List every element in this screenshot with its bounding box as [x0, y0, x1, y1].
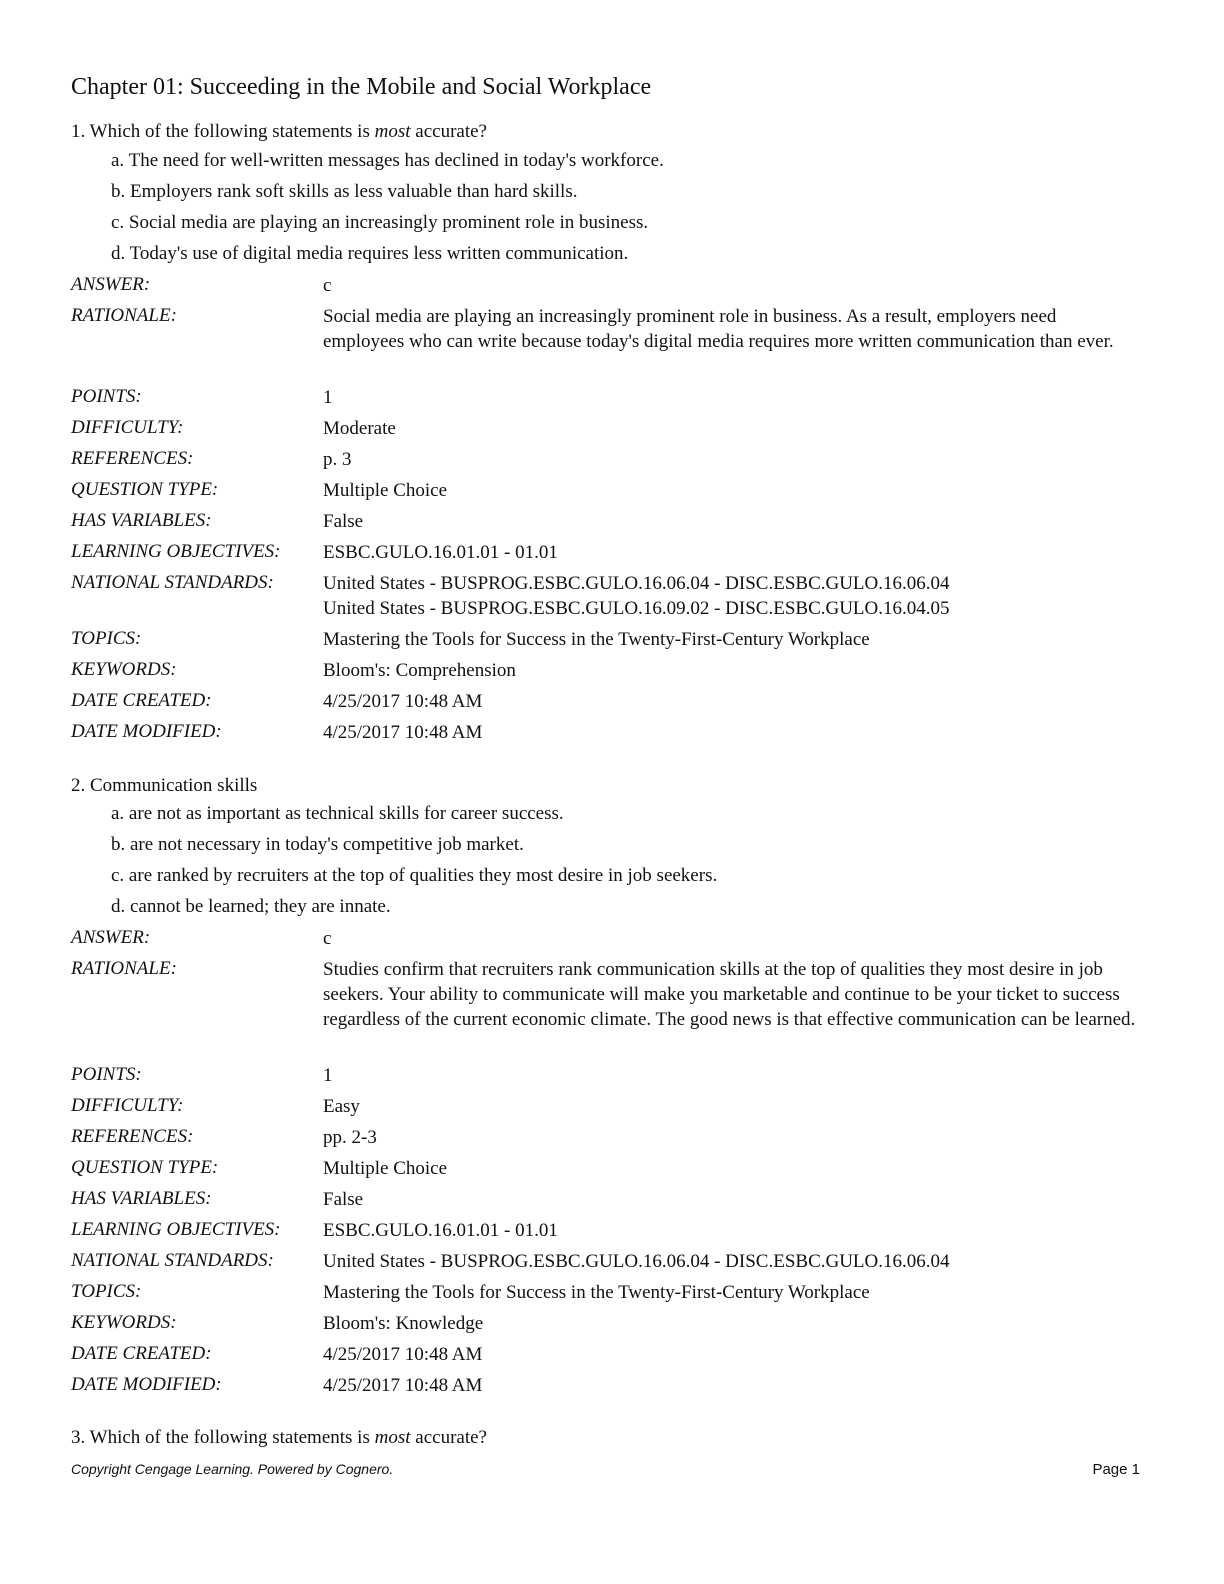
q1-date-created-label: DATE CREATED:: [71, 690, 212, 711]
q1-answer-value: c: [323, 275, 332, 296]
q2-national-standards-label: NATIONAL STANDARDS:: [71, 1250, 274, 1271]
question-2-stem: 2. Communication skills: [71, 775, 258, 796]
q1-answer-label: ANSWER:: [71, 274, 151, 295]
question-3-stem: [71, 1426, 487, 1450]
chapter-title: Chapter 01: Succeeding in the Mobile and Social Workplace: [71, 74, 652, 100]
q1-national-standard-2: United States - BUSPROG.ESBC.GULO.16.09.02 - DISC.ESBC.GULO.16.04.05: [323, 598, 950, 619]
q2-references-value: pp. 2-3: [323, 1127, 377, 1148]
q2-answer-value: c: [323, 928, 332, 949]
q2-rationale-label: RATIONALE:: [71, 958, 177, 979]
question-2-option-c: c. are ranked by recruiters at the top of qualities they most desire in job seekers.: [111, 865, 718, 886]
q1-topics-value: Mastering the Tools for Success in the Twenty-First-Century Workplace: [323, 629, 870, 650]
question-1-stem-post: accurate?: [410, 121, 487, 142]
q1-references-value: p. 3: [323, 449, 352, 470]
q1-learning-objectives-label: LEARNING OBJECTIVES:: [71, 541, 281, 562]
question-2-option-b: b. are not necessary in today's competitive job market.: [111, 834, 524, 855]
q2-date-modified-label: DATE MODIFIED:: [71, 1374, 222, 1395]
q1-date-modified-label: DATE MODIFIED:: [71, 721, 222, 742]
question-3-stem-post: accurate?: [410, 1427, 487, 1448]
q2-has-variables-label: HAS VARIABLES:: [71, 1188, 212, 1209]
question-2-option-a: a. are not as important as technical skills for career success.: [111, 803, 564, 824]
q1-difficulty-value: Moderate: [323, 418, 396, 439]
q2-topics-label: TOPICS:: [71, 1281, 142, 1302]
q2-date-created-value: 4/25/2017 10:48 AM: [323, 1344, 483, 1365]
question-1-option-b: b. Employers rank soft skills as less valuable than hard skills.: [111, 181, 578, 202]
q1-keywords-label: KEYWORDS:: [71, 659, 177, 680]
q2-has-variables-value: False: [323, 1189, 364, 1210]
q1-keywords-value: Bloom's: Comprehension: [323, 660, 516, 681]
q1-national-standard-1: United States - BUSPROG.ESBC.GULO.16.06.04 - DISC.ESBC.GULO.16.06.04: [323, 573, 950, 594]
q2-learning-objectives-label: LEARNING OBJECTIVES:: [71, 1219, 281, 1240]
q2-keywords-value: Bloom's: Knowledge: [323, 1313, 484, 1334]
q1-rationale-label: RATIONALE:: [71, 305, 177, 326]
q1-date-created-value: 4/25/2017 10:48 AM: [323, 691, 483, 712]
q1-national-standards-value: [323, 571, 1138, 621]
q2-question-type-value: Multiple Choice: [323, 1158, 448, 1179]
q1-references-label: REFERENCES:: [71, 448, 194, 469]
q2-points-label: POINTS:: [71, 1064, 142, 1085]
question-1-stem-emphasis: most: [374, 121, 411, 142]
q2-difficulty-value: Easy: [323, 1096, 360, 1117]
question-3-stem-emphasis: most: [374, 1427, 411, 1448]
q1-difficulty-label: DIFFICULTY:: [71, 417, 184, 438]
footer-copyright: Copyright Cengage Learning. Powered by Cognero.: [71, 1461, 394, 1477]
q2-national-standards-value: [323, 1249, 1138, 1274]
q2-national-standard-1: United States - BUSPROG.ESBC.GULO.16.06.04 - DISC.ESBC.GULO.16.06.04: [323, 1251, 950, 1272]
q2-answer-label: ANSWER:: [71, 927, 151, 948]
q2-date-modified-value: 4/25/2017 10:48 AM: [323, 1375, 483, 1396]
q2-learning-objectives-value: ESBC.GULO.16.01.01 - 01.01: [323, 1220, 558, 1241]
q1-question-type-label: QUESTION TYPE:: [71, 479, 219, 500]
q1-has-variables-label: HAS VARIABLES:: [71, 510, 212, 531]
q2-references-label: REFERENCES:: [71, 1126, 194, 1147]
q2-difficulty-label: DIFFICULTY:: [71, 1095, 184, 1116]
q1-learning-objectives-value: ESBC.GULO.16.01.01 - 01.01: [323, 542, 558, 563]
question-1-stem-pre: 1. Which of the following statements is: [71, 121, 375, 142]
question-2-option-d: d. cannot be learned; they are innate.: [111, 896, 391, 917]
q1-topics-label: TOPICS:: [71, 628, 142, 649]
q2-points-value: 1: [323, 1065, 333, 1086]
question-1-stem: [71, 120, 487, 144]
q1-points-value: 1: [323, 387, 333, 408]
question-1-option-d: d. Today's use of digital media requires less written communication.: [111, 243, 629, 264]
question-1-option-c: c. Social media are playing an increasingly prominent role in business.: [111, 212, 649, 233]
q2-date-created-label: DATE CREATED:: [71, 1343, 212, 1364]
question-1-option-a: a. The need for well-written messages has declined in today's workforce.: [111, 150, 664, 171]
q2-topics-value: Mastering the Tools for Success in the Twenty-First-Century Workplace: [323, 1282, 870, 1303]
q1-question-type-value: Multiple Choice: [323, 480, 448, 501]
footer-page-number: Page 1: [1092, 1461, 1140, 1478]
question-3-stem-pre: 3. Which of the following statements is: [71, 1427, 375, 1448]
q2-question-type-label: QUESTION TYPE:: [71, 1157, 219, 1178]
q1-national-standards-label: NATIONAL STANDARDS:: [71, 572, 274, 593]
q1-points-label: POINTS:: [71, 386, 142, 407]
q2-keywords-label: KEYWORDS:: [71, 1312, 177, 1333]
q1-has-variables-value: False: [323, 511, 364, 532]
q1-date-modified-value: 4/25/2017 10:48 AM: [323, 722, 483, 743]
q1-rationale-value: Social media are playing an increasingly prominent role in business. As a result, employers need employees who can write because today's digital media requires more written communication than ever.: [323, 306, 1114, 352]
q2-rationale-value: Studies confirm that recruiters rank communication skills at the top of qualities they most desire in job seekers. Your ability to communicate will make you marketable and continue to be your ticket to success regardless of the current economic climate. The good news is that effective communication can be learned.: [323, 959, 1136, 1030]
